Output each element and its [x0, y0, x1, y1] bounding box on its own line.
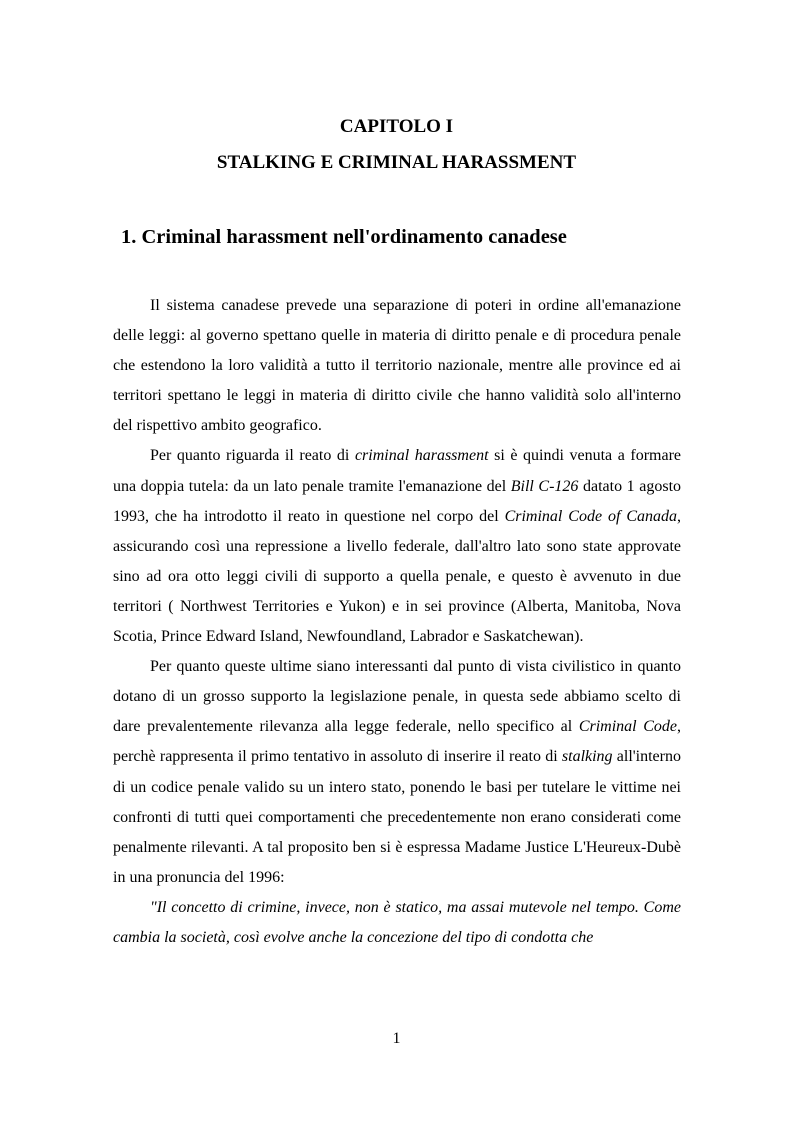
- paragraph-2: [113, 441, 681, 652]
- italic-term: criminal harassment: [354, 447, 489, 465]
- paragraph-1: Il sistema canadese prevede una separazione di poteri in ordine all'emanazione delle leggi: al governo spettano quelle in materia di diritto penale e di procedura penale che estendono la loro validità a tutto il territorio nazionale, mentre alle province ed ai territori spettano le leggi in materia di diritto civile che hanno validità solo all'interno del rispettivo ambito geografico.: [113, 297, 681, 435]
- text-span: all'interno di un codice penale valido su un intero stato, ponendo le basi per tutelare le vittime nei confronti di tutti quei comportamenti che precedentemente non erano considerati come penalmente rilevanti. A tal proposito ben si è espressa Madame Justice L'Heureux-Dubè in una pronuncia del 1996:: [113, 748, 681, 886]
- italic-term: Bill C-126: [510, 477, 579, 495]
- quote-paragraph: "Il concetto di crimine, invece, non è statico, ma assai mutevole nel tempo. Come cambia la società, così evolve anche la concezione del tipo di condotta che: [113, 898, 681, 946]
- paragraph-3: [113, 652, 681, 893]
- chapter-label: CAPITOLO I: [339, 116, 454, 137]
- chapter-title: STALKING E CRIMINAL HARASSMENT: [216, 152, 577, 173]
- italic-term: Criminal Code: [578, 718, 677, 736]
- text-span: si è quindi venuta a formare una doppia tutela: da un lato penale tramite l'emanazione del: [113, 447, 682, 495]
- text-span: , assicurando così una repressione a livello federale, dall'altro lato sono state approvate sino ad ora otto leggi civili di supporto a quella penale, e questo è avvenuto in due territori ( Northwest Territories e Yukon) e in sei province (Alberta, Manitoba, Nova Scotia, Prince Edward Island, Newfoundland, Labrador e Saskatchewan).: [113, 507, 681, 646]
- text-span: Per quanto riguarda il reato di: [150, 447, 355, 465]
- text-span: datato 1 agosto 1993, che ha introdotto il reato in questione nel corpo del: [113, 477, 682, 525]
- body-text: [113, 291, 681, 953]
- text-span: Per quanto queste ultime siano interessanti dal punto di vista civilistico in quanto dotano di un grosso supporto la legislazione penale, in questa sede abbiamo scelto di dare prevalentemente rilevanza alla legge federale, nello specifico al: [113, 658, 681, 736]
- section-heading: 1. Criminal harassment nell'ordinamento canadese: [121, 226, 567, 248]
- text-span: , perchè rappresenta il primo tentativo in assoluto di inserire il reato di: [113, 718, 681, 766]
- italic-term: stalking: [561, 748, 613, 766]
- italic-term: Criminal Code of Canada: [504, 507, 677, 525]
- page-number: 1: [392, 1030, 401, 1047]
